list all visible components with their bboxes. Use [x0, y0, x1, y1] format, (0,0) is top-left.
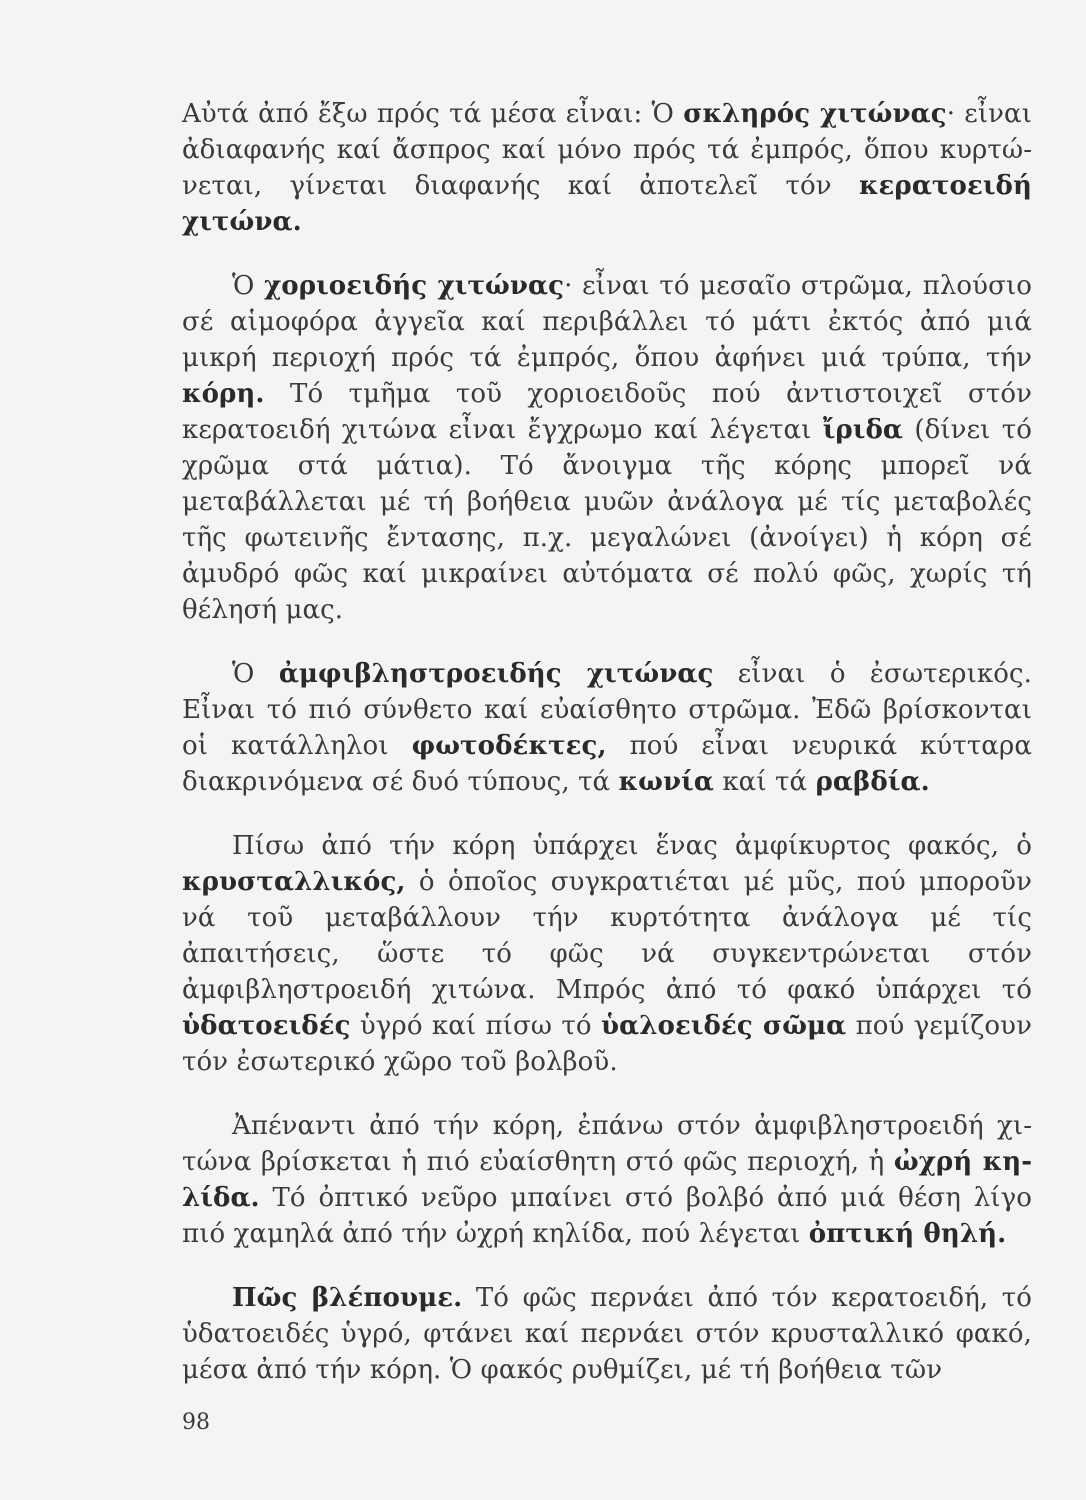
bold-term: Πῶς βλέπουμε.: [232, 1283, 463, 1313]
bold-term: ἴριδα: [822, 415, 904, 445]
paragraph-1: [182, 96, 1032, 240]
bold-term: ἀμφιβληστροειδής χιτώνας: [278, 659, 714, 689]
bold-term: ραβδία.: [815, 767, 930, 797]
paragraph-4: [182, 828, 1032, 1080]
text-run: · εἶναι ἀδιαφανής καί ἄσπρος καί μόνο πρός τά ἐμπρός, ὅπου κυρτώνεται, γίνεται διαφανής καί ἀποτελεῖ τόν: [182, 99, 1032, 201]
text-run: ὁ ὁποῖος συγκρατιέται μέ μῦς, πού μποροῦν νά τοῦ μεταβάλλουν τήν κυρτότητα ἀνάλογα μέ τίς ἀπαιτήσεις, ὥστε τό φῶς νά συγκεντρώνεται στόν ἀμφιβληστροειδή χιτώνα. Μπρός ἀπό τό φακό ὑπάρχει τό: [182, 867, 1032, 1005]
text-run: καί τά: [713, 767, 816, 797]
bold-term: κόρη.: [182, 379, 265, 409]
text-run: Τό τμῆμα τοῦ χοριοειδοῦς πού ἀντιστοιχεῖ στόν κερατοειδή χιτώνα εἶναι ἔγχρωμο καί λέγεται: [182, 379, 1032, 445]
text-run: Τό ὀπτικό νεῦρο μπαίνει στό βολβό ἀπό μιά θέση λίγο πιό χαμηλά ἀπό τήν ὠχρή κηλίδα, πού λέγεται: [182, 1183, 1032, 1249]
page-body: [182, 96, 1032, 1388]
text-run: εἶναι ὁ ἐσωτερικός. Εἶναι τό πιό σύνθετο καί εὐαίσθητο στρῶμα. Ἐδῶ βρίσκονται οἱ κατάλληλοι: [182, 659, 1032, 761]
bold-term: ὑδατοειδές: [182, 1011, 351, 1041]
text-run: Πίσω ἀπό τήν κόρη ὑπάρχει ἕνας ἀμφίκυρτος φακός, ὁ: [232, 831, 1032, 861]
bold-term: φωτοδέκτες,: [411, 731, 607, 761]
bold-term: κρυσταλλικός,: [182, 867, 406, 897]
paragraph-6: [182, 1280, 1032, 1388]
text-run: ὑγρό καί πίσω τό: [350, 1011, 601, 1041]
text-run: πού εἶναι νευρικά κύτταρα διακρινόμενα σέ δυό τύπους, τά: [182, 731, 1032, 797]
paragraph-3: [182, 656, 1032, 800]
bold-term: ὠχρή κηλίδα.: [182, 1147, 1032, 1213]
text-run: Ἀπέναντι ἀπό τήν κόρη, ἐπάνω στόν ἀμφιβληστροειδή χιτώνα βρίσκεται ἡ πιό εὐαίσθητη στό φῶς περιοχή, ἡ: [182, 1111, 1032, 1177]
bold-term: χοριοειδής χιτώνας: [264, 271, 565, 301]
text-run: (δίνει τό χρῶμα στά μάτια). Τό ἄνοιγμα τῆς κόρης μπορεῖ νά μεταβάλλεται μέ τή βοήθεια μυῶν ἀνάλογα μέ τίς μεταβολές τῆς φωτεινῆς ἔντασης, π.χ. μεγαλώνει (ἀνοίγει) ἡ κόρη σέ ἀμυδρό φῶς καί μικραίνει αὐτόματα σέ πολύ φῶς, χωρίς τή θέλησή μας.: [182, 415, 1032, 625]
text-run: · εἶναι τό μεσαῖο στρῶμα, πλούσιο σέ αἱμοφόρα ἀγγεῖα καί περιβάλλει τό μάτι ἐκτός ἀπό μιά μικρή περιοχή πρός τά ἐμπρός, ὅπου ἀφήνει μιά τρύπα, τήν: [182, 271, 1032, 373]
bold-term: κερατοειδή χιτώνα.: [182, 171, 1032, 237]
text-run: Ὁ: [232, 271, 265, 301]
text-run: πού γεμίζουν τόν ἐσωτερικό χῶρο τοῦ βολβοῦ.: [182, 1011, 1032, 1077]
bold-term: σκληρός χιτώνας: [683, 99, 947, 129]
bold-term: ὑαλοειδές σῶμα: [600, 1011, 847, 1041]
paragraph-2: [182, 268, 1032, 628]
text-run: Ὁ: [232, 659, 279, 689]
text-run: Τό φῶς περνάει ἀπό τόν κερατοειδή, τό ὑδατοειδές ὑγρό, φτάνει καί περνάει στόν κρυσταλλικό φακό, μέσα ἀπό τήν κόρη. Ὁ φακός ρυθμίζει, μέ τή βοήθεια τῶν: [182, 1283, 1032, 1385]
paragraph-5: [182, 1108, 1032, 1252]
page-number: 98: [182, 1410, 210, 1435]
text-run: Αὐτά ἀπό ἔξω πρός τά μέσα εἶναι: Ὁ: [182, 99, 684, 129]
bold-term: ὀπτική θηλή.: [808, 1219, 1007, 1249]
bold-term: κωνία: [618, 767, 714, 797]
